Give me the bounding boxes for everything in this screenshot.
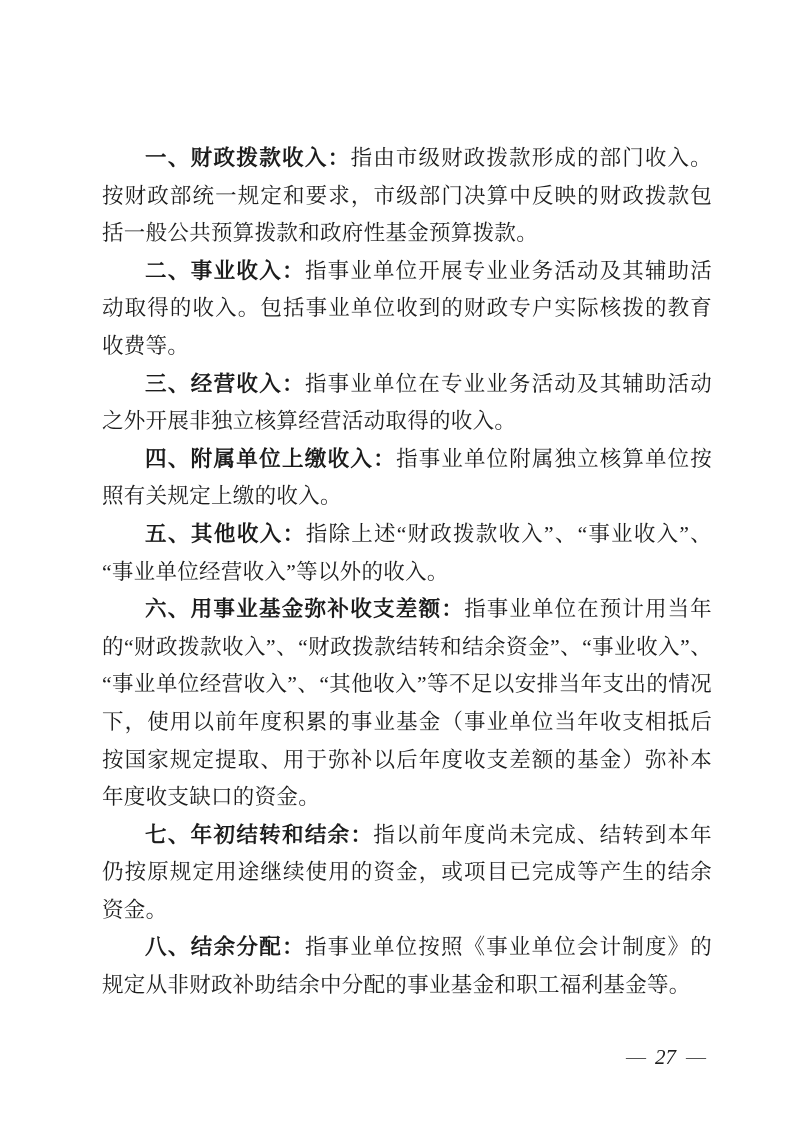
footer-right-dash: — (686, 1046, 705, 1068)
paragraph-term-6 (102, 591, 712, 817)
term-heading-7: 七、年初结转和结余： (145, 822, 374, 847)
term-heading-6: 六、用事业基金弥补收支差额： (145, 597, 465, 622)
paragraph-term-5 (102, 516, 712, 591)
paragraph-term-4 (102, 441, 712, 516)
paragraph-term-8 (102, 929, 712, 1004)
term-definition-4: 指事业单位附属独立核算单位按照有关规定上缴的收入。 (102, 446, 712, 509)
paragraph-term-3 (102, 366, 712, 441)
term-definition-3: 指事业单位在专业业务活动及其辅助活动之外开展非独立核算经营活动取得的收入。 (102, 371, 712, 434)
term-heading-5: 五、其他收入： (145, 521, 306, 546)
term-heading-4: 四、附属单位上缴收入： (145, 446, 397, 471)
paragraph-term-7 (102, 817, 712, 930)
footer-left-dash: — (626, 1046, 645, 1068)
term-definition-8: 指事业单位按照《事业单位会计制度》的规定从非财政补助结余中分配的事业基金和职工福利基金等。 (102, 935, 712, 998)
term-heading-8: 八、结余分配： (145, 935, 306, 960)
paragraph-term-2 (102, 253, 712, 366)
term-definition-7: 指以前年度尚未完成、结转到本年仍按原规定用途继续使用的资金，或项目已完成等产生的结余资金。 (102, 822, 712, 922)
document-body (102, 140, 712, 1005)
term-definition-2: 指事业单位开展专业业务活动及其辅助活动取得的收入。包括事业单位收到的财政专户实际核拨的教育收费等。 (102, 258, 712, 358)
page-number-footer (626, 1045, 705, 1070)
page-number: 27 (655, 1045, 676, 1069)
term-definition-5: 指除上述“财政拨款收入”、“事业收入”、 “事业单位经营收入”等以外的收入。 (102, 521, 712, 584)
term-heading-2: 二、事业收入： (145, 258, 306, 283)
term-heading-1: 一、财政拨款收入： (145, 146, 351, 170)
paragraph-term-1 (102, 140, 712, 253)
term-definition-6: 指事业单位在预计用当年的“财政拨款收入”、“财政拨款结转和结余资金”、“事业收入”、“事业单位经营收入”、“其他收入”等不足以安排当年支出的情况下，使用以前年度积累的事业基金（事业单位当年收支相抵后按国家规定提取、用于弥补以后年度收支差额的基金）弥补本年度收支缺口的资金。 (102, 597, 712, 810)
term-definition-1: 指由市级财政拨款形成的部门收入。按财政部统一规定和要求，市级部门决算中反映的财政拨款包括一般公共预算拨款和政府性基金预算拨款。 (102, 146, 712, 246)
term-heading-3: 三、经营收入： (145, 371, 306, 396)
